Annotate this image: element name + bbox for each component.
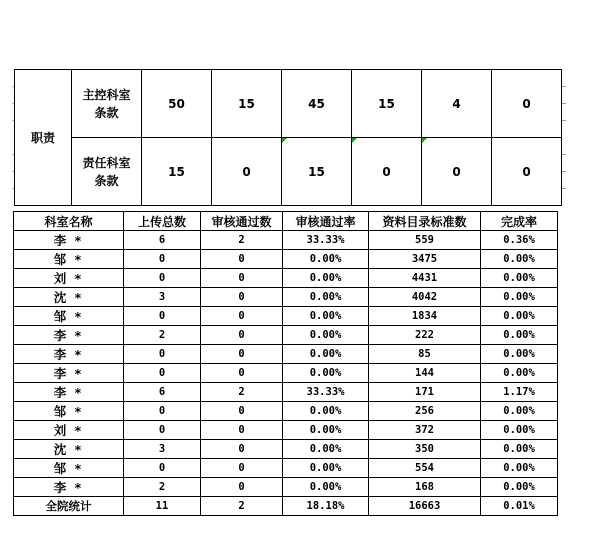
duty-value-text: 15 [308,164,325,179]
upload-count: 2 [124,326,201,345]
upload-count: 3 [124,288,201,307]
completion-rate: 0.00% [481,364,558,383]
completion-rate: 0.00% [481,288,558,307]
approved-count: 0 [201,421,283,440]
dept-name: 邹 * [14,250,124,269]
grid-tick [12,171,14,172]
duty-value: 0 [212,138,282,206]
dept-name: 刘 * [14,269,124,288]
approval-rate: 0.00% [283,269,369,288]
upload-count: 0 [124,421,201,440]
upload-count: 2 [124,478,201,497]
approved-count: 0 [201,402,283,421]
cell-marker-icon [422,138,427,143]
completion-rate: 0.00% [481,459,558,478]
approval-rate: 0.00% [283,459,369,478]
duty-value-text: 0 [452,164,461,179]
completion-rate: 0.00% [481,402,558,421]
duty-value: 0 [492,138,562,206]
total-label: 全院统计 [14,497,124,516]
grid-tick [562,86,566,87]
duty-value: 4 [422,70,492,138]
duty-block [14,69,562,206]
approved-count: 0 [201,307,283,326]
duty-value: 15 [142,138,212,206]
column-header: 上传总数 [124,212,201,231]
dept-name: 李 * [14,231,124,250]
duty-category-responsible [72,138,142,206]
duty-value-marked [282,138,352,206]
duty-table [14,69,562,206]
grid-tick [12,103,14,104]
total-upload-count: 11 [124,497,201,516]
grid-tick [562,154,566,155]
grid-tick [562,188,566,189]
total-approved-count: 2 [201,497,283,516]
approved-count: 0 [201,345,283,364]
completion-rate: 0.00% [481,478,558,497]
table-row [14,269,558,288]
duty-value: 15 [352,70,422,138]
grid-tick [12,188,14,189]
column-header: 审核通过率 [283,212,369,231]
catalog-standard-count: 559 [369,231,481,250]
approved-count: 2 [201,383,283,402]
catalog-standard-count: 171 [369,383,481,402]
duty-label: 职责 [15,70,72,206]
table-row [14,459,558,478]
duty-value: 15 [212,70,282,138]
stats-block [13,211,558,516]
upload-count: 6 [124,231,201,250]
duty-row-responsible [15,138,562,206]
table-row [14,402,558,421]
total-row [14,497,558,516]
cell-marker-icon [352,138,357,143]
approved-count: 0 [201,288,283,307]
upload-count: 0 [124,250,201,269]
stats-body [14,231,558,516]
dept-name: 李 * [14,478,124,497]
dept-name: 邹 * [14,459,124,478]
duty-category-primary-text: 主控科室 条款 [82,87,131,120]
catalog-standard-count: 3475 [369,250,481,269]
completion-rate: 0.00% [481,326,558,345]
completion-rate: 0.00% [481,421,558,440]
dept-name: 李 * [14,345,124,364]
table-row [14,231,558,250]
table-row [14,307,558,326]
stats-header-row [14,212,558,231]
upload-count: 6 [124,383,201,402]
table-row [14,326,558,345]
table-row [14,250,558,269]
completion-rate: 0.00% [481,269,558,288]
duty-row-primary [15,70,562,138]
grid-tick [12,86,14,87]
approval-rate: 33.33% [283,231,369,250]
dept-name: 李 * [14,326,124,345]
upload-count: 0 [124,269,201,288]
completion-rate: 0.00% [481,250,558,269]
completion-rate: 0.00% [481,307,558,326]
approval-rate: 0.00% [283,402,369,421]
approval-rate: 0.00% [283,440,369,459]
catalog-standard-count: 85 [369,345,481,364]
upload-count: 0 [124,345,201,364]
upload-count: 0 [124,307,201,326]
table-row [14,345,558,364]
stats-table [13,211,558,516]
catalog-standard-count: 554 [369,459,481,478]
catalog-standard-count: 4042 [369,288,481,307]
completion-rate: 0.00% [481,440,558,459]
catalog-standard-count: 372 [369,421,481,440]
table-row [14,421,558,440]
column-header: 科室名称 [14,212,124,231]
completion-rate: 0.36% [481,231,558,250]
dept-name: 沈 * [14,288,124,307]
approved-count: 0 [201,440,283,459]
total-approval-rate: 18.18% [283,497,369,516]
grid-tick [562,171,566,172]
approval-rate: 0.00% [283,250,369,269]
approval-rate: 0.00% [283,288,369,307]
approved-count: 2 [201,231,283,250]
duty-category-responsible-text: 责任科室 条款 [82,155,131,188]
duty-value-marked [352,138,422,206]
table-row [14,364,558,383]
upload-count: 0 [124,364,201,383]
catalog-standard-count: 168 [369,478,481,497]
approval-rate: 33.33% [283,383,369,402]
approved-count: 0 [201,459,283,478]
dept-name: 邹 * [14,307,124,326]
upload-count: 3 [124,440,201,459]
duty-value: 0 [492,70,562,138]
dept-name: 李 * [14,364,124,383]
duty-category-primary [72,70,142,138]
approval-rate: 0.00% [283,364,369,383]
grid-tick [562,120,566,121]
completion-rate: 0.00% [481,345,558,364]
dept-name: 邹 * [14,402,124,421]
approved-count: 0 [201,250,283,269]
cell-marker-icon [282,138,287,143]
approved-count: 0 [201,364,283,383]
catalog-standard-count: 350 [369,440,481,459]
approval-rate: 0.00% [283,307,369,326]
grid-tick [562,103,566,104]
approved-count: 0 [201,326,283,345]
approval-rate: 0.00% [283,326,369,345]
approval-rate: 0.00% [283,421,369,440]
grid-tick [12,154,14,155]
catalog-standard-count: 222 [369,326,481,345]
dept-name: 刘 * [14,421,124,440]
upload-count: 0 [124,459,201,478]
catalog-standard-count: 144 [369,364,481,383]
approved-count: 0 [201,478,283,497]
table-row [14,288,558,307]
dept-name: 李 * [14,383,124,402]
catalog-standard-count: 1834 [369,307,481,326]
approval-rate: 0.00% [283,478,369,497]
table-row [14,478,558,497]
table-row [14,383,558,402]
table-row [14,440,558,459]
approved-count: 0 [201,269,283,288]
grid-tick [12,120,14,121]
catalog-standard-count: 4431 [369,269,481,288]
approval-rate: 0.00% [283,345,369,364]
dept-name: 沈 * [14,440,124,459]
total-catalog-standard-count: 16663 [369,497,481,516]
duty-value: 50 [142,70,212,138]
duty-value: 45 [282,70,352,138]
catalog-standard-count: 256 [369,402,481,421]
column-header: 完成率 [481,212,558,231]
column-header: 审核通过数 [201,212,283,231]
column-header: 资料目录标准数 [369,212,481,231]
duty-value-marked [422,138,492,206]
upload-count: 0 [124,402,201,421]
total-completion-rate: 0.01% [481,497,558,516]
duty-value-text: 0 [382,164,391,179]
completion-rate: 1.17% [481,383,558,402]
